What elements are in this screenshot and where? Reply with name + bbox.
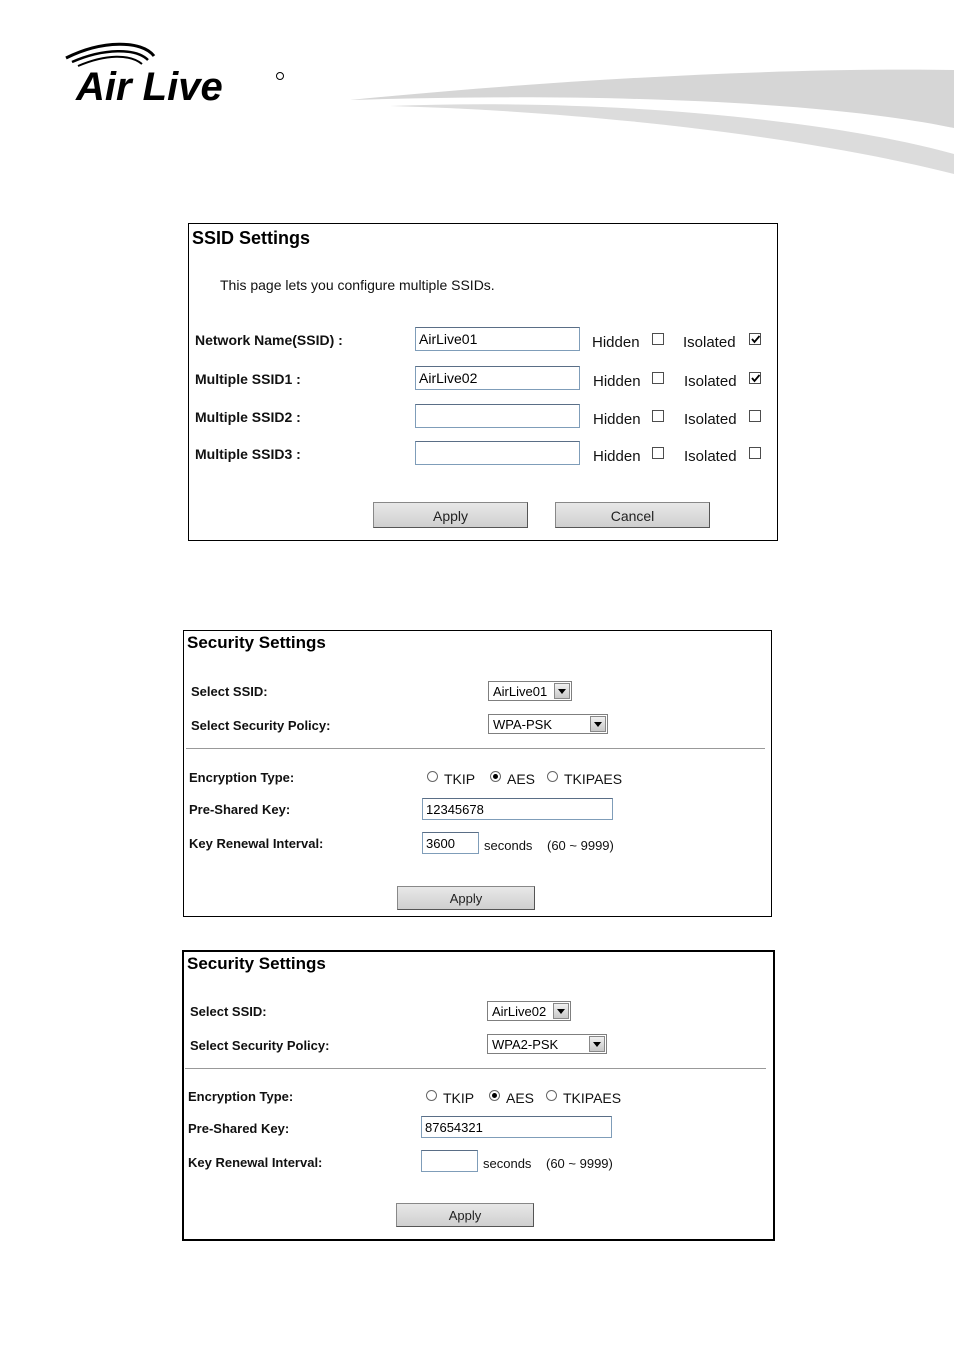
divider: [185, 1068, 766, 1070]
hidden-checkbox[interactable]: [652, 372, 664, 384]
select-ssid-label: Select SSID:: [190, 1004, 267, 1019]
encryption-option-label: AES: [506, 1090, 535, 1106]
panel-title: Security Settings: [187, 633, 326, 652]
hidden-label: Hidden: [593, 411, 641, 428]
ssid-name-input[interactable]: [415, 441, 580, 465]
ssid-row-label: Multiple SSID3 :: [195, 446, 301, 462]
security-policy-value: WPA-PSK: [493, 717, 552, 732]
encryption-option-label: AES: [507, 771, 536, 787]
encryption-option-label: TKIPAES: [564, 771, 623, 787]
range-label: (60 ~ 9999): [546, 1156, 613, 1171]
encryption-type-label: Encryption Type:: [188, 1089, 294, 1104]
encryption-type-label: Encryption Type:: [189, 770, 295, 785]
chevron-down-icon[interactable]: [553, 1003, 569, 1019]
security-policy-dropdown[interactable]: [488, 714, 608, 734]
encryption-radio-aes[interactable]: [489, 1090, 500, 1101]
security-policy-dropdown[interactable]: [487, 1034, 607, 1054]
hidden-label: Hidden: [592, 334, 640, 351]
airlive-logo: [62, 42, 292, 110]
panel-title: Security Settings: [187, 954, 326, 973]
isolated-label: Isolated: [683, 334, 736, 351]
security-policy-value: WPA2-PSK: [492, 1037, 559, 1052]
isolated-checkbox[interactable]: [749, 372, 761, 384]
pre-shared-key-label: Pre-Shared Key:: [188, 1121, 290, 1136]
encryption-option-label: TKIP: [444, 771, 476, 787]
key-renewal-label: Key Renewal Interval:: [188, 1155, 323, 1170]
isolated-label: Isolated: [684, 411, 737, 428]
key-renewal-input[interactable]: [421, 1150, 478, 1172]
ssid-row-label: Multiple SSID1 :: [195, 371, 301, 387]
chevron-down-icon[interactable]: [554, 683, 570, 699]
ssid-name-input[interactable]: [415, 366, 580, 390]
divider: [186, 748, 765, 750]
key-renewal-input[interactable]: [422, 832, 479, 854]
encryption-option-label: TKIPAES: [563, 1090, 622, 1106]
key-renewal-label: Key Renewal Interval:: [189, 836, 324, 851]
chevron-down-icon[interactable]: [590, 716, 606, 732]
pre-shared-key-label: Pre-Shared Key:: [189, 802, 291, 817]
hidden-checkbox[interactable]: [652, 447, 664, 459]
pre-shared-key-input[interactable]: [422, 798, 613, 820]
ssid-row-label: Multiple SSID2 :: [195, 409, 301, 425]
isolated-checkbox[interactable]: [749, 333, 761, 345]
hidden-checkbox[interactable]: [652, 333, 664, 345]
encryption-radio-tkip[interactable]: [427, 771, 438, 782]
isolated-checkbox[interactable]: [749, 447, 761, 459]
chevron-down-icon[interactable]: [589, 1036, 605, 1052]
brand-name: Air Live: [76, 65, 223, 109]
ssid-name-input[interactable]: [415, 404, 580, 428]
isolated-label: Isolated: [684, 373, 737, 390]
panel-description: This page lets you configure multiple SSIDs.: [220, 277, 495, 293]
hidden-label: Hidden: [593, 448, 641, 465]
check-icon: [750, 373, 761, 384]
encryption-radio-aes[interactable]: [490, 771, 501, 782]
header-swoosh: [350, 62, 954, 182]
select-ssid-dropdown[interactable]: [487, 1001, 571, 1021]
check-icon: [750, 334, 761, 345]
hidden-checkbox[interactable]: [652, 410, 664, 422]
select-ssid-value: AirLive01: [493, 684, 548, 699]
encryption-radio-tkipaes[interactable]: [546, 1090, 557, 1101]
ssid-row-label: Network Name(SSID) :: [195, 332, 343, 348]
encryption-radio-tkip[interactable]: [426, 1090, 437, 1101]
pre-shared-key-input[interactable]: [421, 1116, 612, 1138]
panel-title: SSID Settings: [192, 228, 311, 248]
select-ssid-dropdown[interactable]: [488, 681, 572, 701]
security-apply-button[interactable]: Apply: [396, 1203, 534, 1227]
security-policy-label: Select Security Policy:: [191, 718, 331, 733]
hidden-label: Hidden: [593, 373, 641, 390]
encryption-option-label: TKIP: [443, 1090, 475, 1106]
isolated-label: Isolated: [684, 448, 737, 465]
select-ssid-label: Select SSID:: [191, 684, 268, 699]
isolated-checkbox[interactable]: [749, 410, 761, 422]
encryption-radio-tkipaes[interactable]: [547, 771, 558, 782]
seconds-label: seconds: [484, 838, 533, 853]
ssid-name-input[interactable]: [415, 327, 580, 351]
select-ssid-value: AirLive02: [492, 1004, 547, 1019]
seconds-label: seconds: [483, 1156, 532, 1171]
ssid-cancel-button[interactable]: Cancel: [555, 502, 710, 528]
ssid-apply-button[interactable]: Apply: [373, 502, 528, 528]
range-label: (60 ~ 9999): [547, 838, 614, 853]
security-apply-button[interactable]: Apply: [397, 886, 535, 910]
security-policy-label: Select Security Policy:: [190, 1038, 330, 1053]
